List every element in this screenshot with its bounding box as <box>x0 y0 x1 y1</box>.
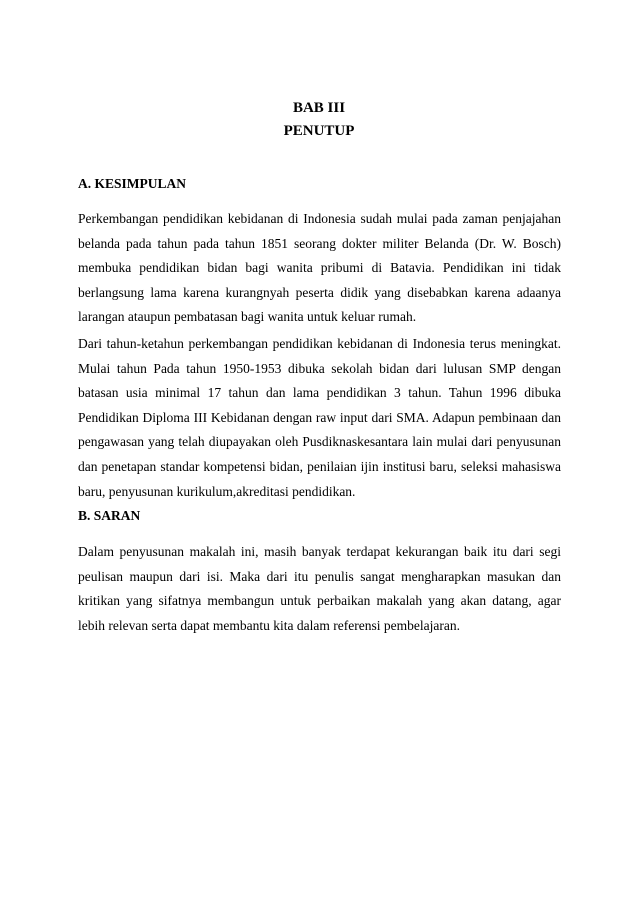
section-heading-saran: B. SARAN <box>78 508 141 523</box>
kesimpulan-paragraph-1: Perkembangan pendidikan kebidanan di Indonesia sudah mulai pada zaman penjajahan belanda pada tahun pada tahun 1851 seorang dokter militer Belanda (Dr. W. Bosch) membuka pendidikan bidan bagi wanita pribumi di Batavia. Pendidikan ini tidak berlangsung lama karena kurangnyah peserta didik yang disebabkan karena adaanya larangan ataupun pembatasan bagi wanita untuk keluar rumah. <box>78 211 561 325</box>
chapter-number: BAB III <box>292 100 346 116</box>
section-heading-kesimpulan: A. KESIMPULAN <box>78 176 187 191</box>
saran-paragraph: Dalam penyusunan makalah ini, masih banyak terdapat kekurangan baik itu dari segi peulisan maupun dari isi. Maka dari itu penulis sangat mengharapkan masukan dan kritikan yang sifatnya membangun untuk perbaikan makalah yang akan datang, agar lebih relevan serta dapat membantu kita dalam referensi pembelajaran. <box>78 544 561 633</box>
chapter-title: PENUTUP <box>283 123 355 139</box>
kesimpulan-paragraph-2: Dari tahun-ketahun perkembangan pendidikan kebidanan di Indonesia terus meningkat. Mulai tahun Pada tahun 1950-1953 dibuka sekolah bidan dari lulusan SMP dengan batasan usia minimal 17 tahun dan lama pendidikan 3 tahun. Tahun 1996 dibuka Pendidikan Diploma III Kebidanan dengan raw input dari SMA. Adapun pembinaan dan pengawasan yang telah diupayakan oleh Pusdiknaskesantara lain mulai dari penyusunan dan penetapan standar kompetensi bidan, penilaian ijin institusi baru, seleksi mahasiswa baru, penyusunan kurikulum,akreditasi pendidikan. <box>78 336 561 499</box>
